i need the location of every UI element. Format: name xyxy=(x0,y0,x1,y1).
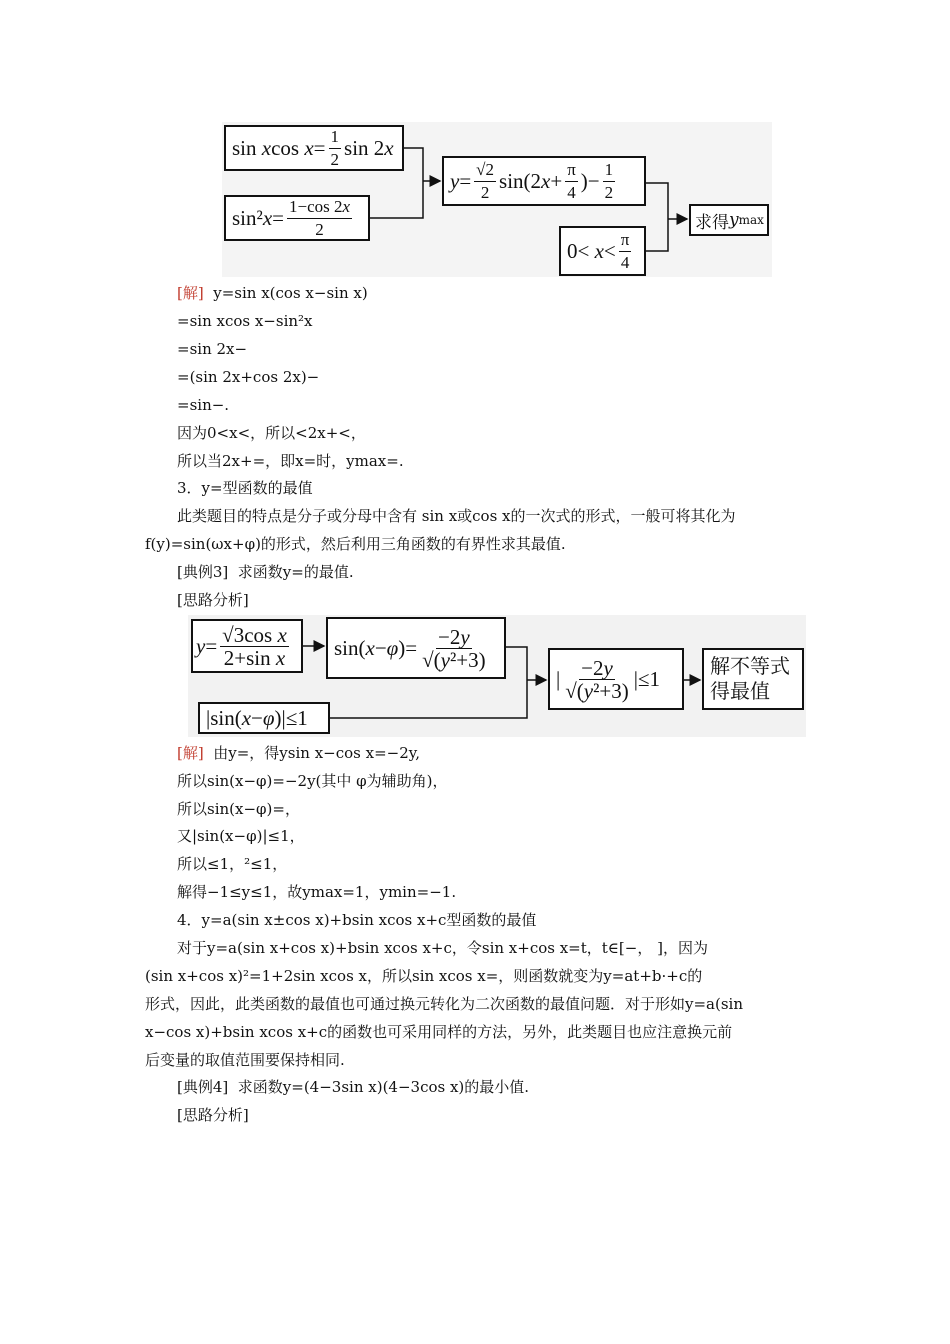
solution3-line-5: 所以≤1，²≤1， xyxy=(177,855,288,873)
solution3-line-6: 解得−1≤y≤1，故ymax=1，ymin=−1. xyxy=(177,883,457,901)
solution-line-7: 所以当2x+=，即x=时，ymax=. xyxy=(177,452,404,470)
solution3-line-4: 又|sin(x−φ)|≤1， xyxy=(177,827,305,845)
diagram1-box-identity-sin-squared: sin²x= $\frac{1-\cos 2x}{2}$ xyxy=(224,195,370,241)
section-heading-4: 4．y=a(sin x±cos x)+bsin xcos x+c型函数的最值 xyxy=(177,911,537,929)
diagram2-box-sin-phase: sin(x−φ)= $\frac{-2y}{\text{√(y²+3)}}$ xyxy=(326,617,506,679)
solution3-line-2: 所以sin(x−φ)=−2y(其中 φ为辅助角)， xyxy=(177,772,448,790)
paragraph-3-line-1: 此类题目的特点是分子或分母中含有 sin x或cos x的一次式的形式，一般可将其化为 xyxy=(177,507,736,525)
diagram1-box-result: 求得 y max xyxy=(689,204,769,236)
analysis-label-4: [思路分析] xyxy=(177,1106,249,1124)
solution-line-1: [解] y=sin x(cos x−sin x) xyxy=(177,284,368,302)
diagram2-box-inequality: | $\frac{-2y}{\text{√(y²+3)}}$ |≤1 xyxy=(548,648,684,710)
diagram2-box-function: y= $\frac{\text{√3cos x}}{\text{2+sin x}}$ xyxy=(191,619,303,673)
diagram2-box-result: 解不等式 得最值 xyxy=(702,648,804,710)
paragraph-4-line-3: 形式，因此，此类函数的最值也可通过换元转化为二次函数的最值问题．对于形如y=a(sin xyxy=(145,995,743,1013)
paragraph-4-line-5: 后变量的取值范围要保持相同. xyxy=(145,1051,345,1069)
solution-line-4: =(sin 2x+cos 2x)− xyxy=(177,368,320,386)
solution-line-5: =sin−. xyxy=(177,396,230,414)
example-4-title: [典例4] 求函数y=(4−3sin x)(4−3cos x)的最小值. xyxy=(177,1078,530,1096)
solution-line-2: =sin xcos x−sin²x xyxy=(177,312,313,330)
paragraph-4-line-2: (sin x+cos x)²=1+2sin xcos x，所以sin xcos x=，则函数就变为y=at+b·+c的 xyxy=(145,967,703,985)
paragraph-3-line-2: f(y)=sin(ωx+φ)的形式，然后利用三角函数的有界性求其最值. xyxy=(145,535,566,553)
solution3-line-1: [解] 由y=，得ysin x−cos x=−2y, xyxy=(177,744,421,762)
section-heading-3: 3．y=型函数的最值 xyxy=(177,479,313,497)
example-3-title: [典例3] 求函数y=的最值. xyxy=(177,563,354,581)
solution-line-6: 因为0<x<，所以<2x+<， xyxy=(177,424,366,442)
paragraph-4-line-4: x−cos x)+bsin xcos x+c的函数也可采用同样的方法，另外，此类题目也应注意换元前 xyxy=(145,1023,733,1041)
diagram1-box-transformed-function: y= $\frac{√2}{2}$ sin(2x+ $\frac{\pi}{4}$ )− $\frac{1}{2}$ xyxy=(442,156,646,206)
diagram1-box-identity-sin-cos: sin xcos x= $\frac{1}{2}$ sin 2x xyxy=(224,125,404,171)
solution-line-3: =sin 2x− xyxy=(177,340,248,358)
analysis-label-3: [思路分析] xyxy=(177,591,249,609)
paragraph-4-line-1: 对于y=a(sin x+cos x)+bsin xcos x+c，令sin x+cos x=t，t∈[−， ]，因为 xyxy=(177,939,708,957)
diagram2-box-bound: |sin(x−φ)|≤1 xyxy=(198,702,330,734)
diagram1-box-domain: 0< x< $\frac{\pi}{4}$ xyxy=(559,226,646,276)
solution3-line-3: 所以sin(x−φ)=， xyxy=(177,800,300,818)
